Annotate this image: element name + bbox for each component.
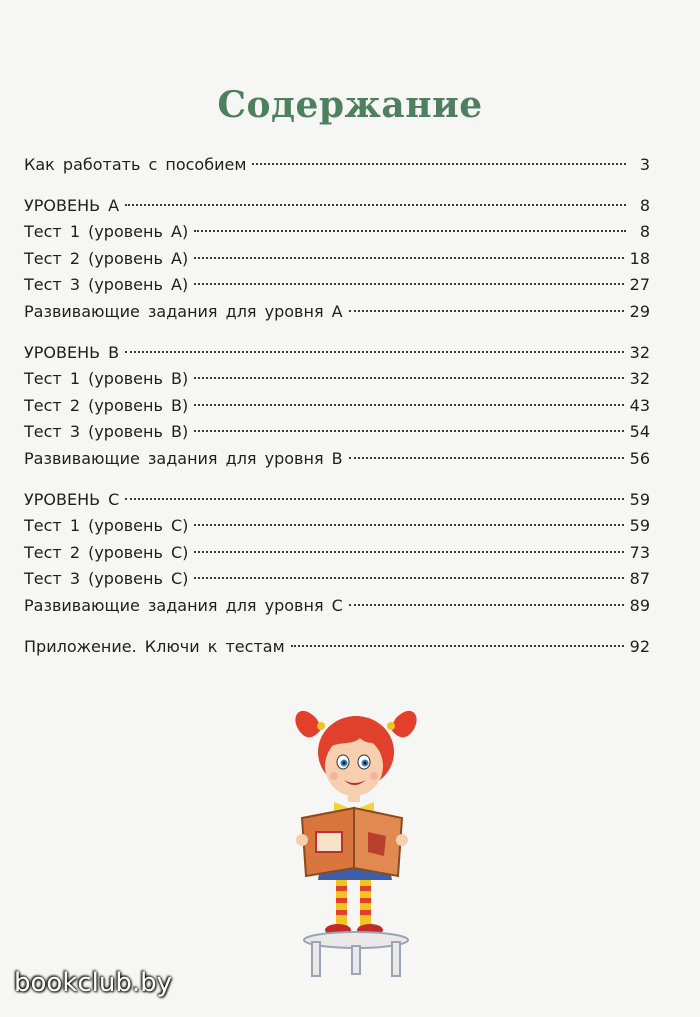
dot-leader: [194, 230, 626, 232]
girl-reading-book-icon: [288, 690, 424, 980]
toc-group: [24, 193, 650, 326]
toc-entry: [24, 246, 650, 273]
toc-entry: [24, 540, 650, 567]
toc-entry-page-number: 87: [629, 569, 650, 589]
toc-entry-label: Тест 1 (уровень А): [24, 222, 189, 242]
toc-entry: [24, 566, 650, 593]
toc-entry-page-number: 8: [639, 222, 650, 242]
toc-entry: [24, 487, 650, 514]
dot-leader: [349, 604, 624, 606]
toc-entry-page-number: 54: [629, 422, 650, 442]
toc-entry: [24, 393, 650, 420]
toc-entry-label: Как работать с пособием: [24, 155, 247, 174]
toc-entry: [24, 193, 650, 220]
toc-entry: [24, 419, 650, 446]
toc-entry-page-number: 89: [629, 595, 650, 615]
dot-leader: [349, 457, 624, 459]
toc-entry-label: Приложение. Ключи к тестам: [24, 636, 285, 656]
toc-entry-label: УРОВЕНЬ С: [24, 489, 120, 509]
dot-leader: [349, 310, 624, 312]
toc-entry-label: УРОВЕНЬ В: [24, 342, 120, 362]
toc-entry-page-number: 59: [629, 516, 650, 536]
dot-leader: [194, 377, 623, 379]
toc-group: [24, 152, 650, 179]
toc-entry-label: Развивающие задания для уровня С: [24, 595, 343, 615]
toc-entry: [24, 446, 650, 473]
toc-entry-label: Тест 3 (уровень С): [24, 569, 189, 589]
toc-entry-page-number: 3: [639, 155, 650, 174]
dot-leader: [194, 283, 623, 285]
toc-entry-label: УРОВЕНЬ А: [24, 195, 120, 215]
dot-leader: [125, 351, 623, 353]
toc-entry-page-number: 32: [629, 369, 650, 389]
toc-entry-page-number: 27: [629, 275, 650, 295]
toc-entry-label: Развивающие задания для уровня А: [24, 301, 343, 321]
toc-entry-page-number: 73: [629, 542, 650, 562]
toc-entry-label: Тест 3 (уровень В): [24, 422, 189, 442]
dot-leader: [194, 551, 623, 553]
toc-group: [24, 634, 650, 661]
toc-group: [24, 487, 650, 620]
toc-entry-page-number: 29: [629, 301, 650, 321]
toc-entry-label: Тест 2 (уровень С): [24, 542, 189, 562]
dot-leader: [194, 404, 623, 406]
dot-leader: [194, 430, 623, 432]
watermark: bookclub.by: [14, 968, 173, 998]
table-of-contents: [24, 152, 650, 674]
toc-entry: [24, 152, 650, 179]
dot-leader: [194, 524, 623, 526]
toc-entry-page-number: 18: [629, 248, 650, 268]
toc-entry-label: Тест 2 (уровень А): [24, 248, 189, 268]
dot-leader: [291, 645, 624, 647]
dot-leader: [125, 498, 623, 500]
toc-entry: [24, 513, 650, 540]
toc-entry-page-number: 32: [629, 342, 650, 362]
dot-leader: [194, 577, 623, 579]
toc-entry-label: Тест 1 (уровень С): [24, 516, 189, 536]
toc-entry: [24, 593, 650, 620]
toc-entry-label: Тест 1 (уровень В): [24, 369, 189, 389]
toc-entry: [24, 299, 650, 326]
toc-entry: [24, 272, 650, 299]
toc-entry-label: Тест 3 (уровень А): [24, 275, 189, 295]
toc-entry-page-number: 59: [629, 489, 650, 509]
toc-entry-page-number: 56: [629, 448, 650, 468]
toc-entry-page-number: 8: [639, 195, 650, 215]
toc-entry-label: Развивающие задания для уровня В: [24, 448, 343, 468]
toc-entry-page-number: 92: [629, 636, 650, 656]
toc-entry-page-number: 43: [629, 395, 650, 415]
toc-entry-label: Тест 2 (уровень В): [24, 395, 189, 415]
toc-entry: [24, 340, 650, 367]
toc-group: [24, 340, 650, 473]
page-title: Содержание: [217, 84, 483, 126]
toc-entry: [24, 634, 650, 661]
dot-leader: [194, 257, 623, 259]
dot-leader: [252, 163, 626, 165]
toc-entry: [24, 219, 650, 246]
dot-leader: [125, 204, 626, 206]
toc-entry: [24, 366, 650, 393]
